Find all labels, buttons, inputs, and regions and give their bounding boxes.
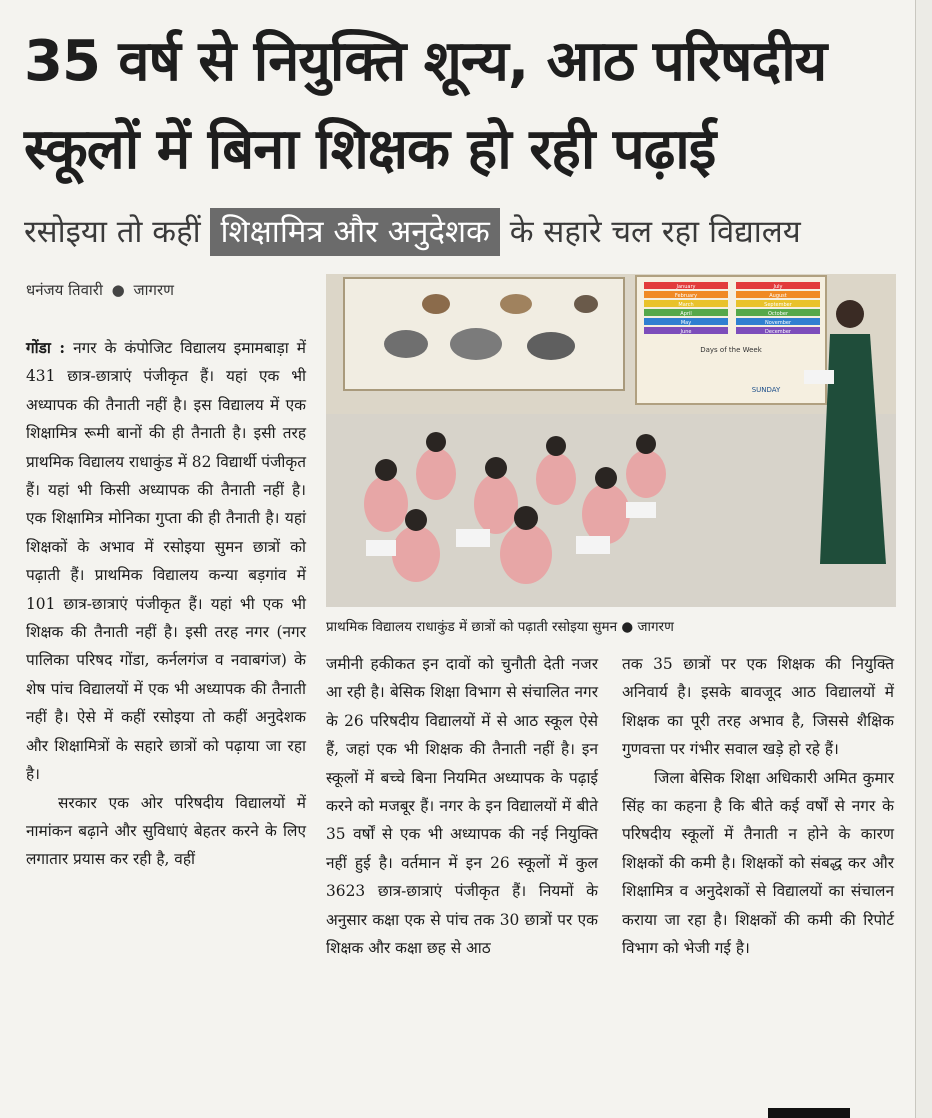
sunday-label: SUNDAY — [751, 386, 781, 394]
subheadline-after: के सहारे चल रहा विद्यालय — [509, 214, 801, 250]
paragraph-1-text: नगर के कंपोजिट विद्यालय इमामबाड़ा में 431 छात्र-छात्राएं पंजीकृत हैं। यहां एक भी अध्यापक की तैनाती नहीं है। इस विद्यालय में एक शिक्षामित्र रूमी बानों की ही तैनाती है। इसी तरह प्राथमिक विद्यालय राधाकुंड में 82 विद्यार्थी पंजीकृत हैं। यहां भी किसी अध्यापक की तैनाती नहीं है। एक शिक्षामित्र मोनिका गुप्ता की ही तैनाती है। यहां शिक्षकों के अभाव में रसोइया सुमन छात्रों को पढ़ाती हैं। प्राथमिक विद्यालय कन्या बड़गांव में 101 छात्र-छात्राएं पंजीकृत हैं। यहां भी एक भी शिक्षक की तैनाती नहीं है। इसी तरह नगर (नगर पालिका परिषद गोंडा, कर्नलगंज व नवाबगंज) के शेष पांच विद्यालयों में एक भी अध्यापक की तैनाती नहीं है। ऐसे में कहीं रसोइया तो कहीं अनुदेशक और शिक्षामित्रों के सहारे छात्रों को पढ़ाया जा रहा है। — [26, 339, 306, 784]
month-label: January — [676, 284, 696, 290]
subheadline-before: रसोइया तो कहीं — [24, 214, 201, 250]
dateline: गोंडा : — [26, 339, 66, 357]
byline-source: जागरण — [133, 281, 174, 299]
classroom-photo-illustration — [326, 274, 896, 607]
month-label: March — [678, 302, 694, 308]
page-corner-mark — [768, 1108, 850, 1118]
byline — [26, 280, 174, 300]
bullet-icon: ● — [621, 619, 634, 635]
article-photo — [326, 274, 896, 607]
article-paragraph-1 — [26, 334, 306, 789]
month-label: November — [764, 320, 792, 326]
month-label: February — [674, 293, 698, 299]
article-column-2 — [326, 650, 598, 962]
bullet-icon: ● — [111, 281, 125, 299]
month-label: May — [680, 320, 692, 326]
month-label: April — [680, 311, 692, 317]
days-sign: Days of the Week — [700, 346, 762, 354]
month-label: December — [765, 329, 791, 335]
month-label: September — [764, 302, 792, 308]
photo-caption — [326, 617, 896, 635]
caption-text: प्राथमिक विद्यालय राधाकुंड में छात्रों को पढ़ाती रसोइया सुमन — [326, 619, 618, 635]
article-column-1 — [26, 334, 306, 874]
byline-author: धनंजय तिवारी — [26, 281, 103, 299]
adjacent-column-edge — [915, 0, 932, 1118]
month-label: June — [680, 329, 692, 335]
caption-source: जागरण — [637, 619, 674, 635]
article-paragraph-2-start: सरकार एक ओर परिषदीय विद्यालयों में नामांकन बढ़ाने और सुविधाएं बेहतर करने के लिए लगातार प्रयास कर रही है, वहीं — [26, 793, 306, 869]
subheadline-highlight: शिक्षामित्र और अनुदेशक — [210, 208, 499, 256]
subheadline — [24, 206, 904, 268]
article-paragraph-2-end: तक 35 छात्रों पर एक शिक्षक की नियुक्ति अनिवार्य है। इसके बावजूद आठ विद्यालयों में शिक्षक का पूरी तरह अभाव है, जिससे शैक्षिक गुणवत्ता पर गंभीर सवाल खड़े हो रहे हैं। — [622, 655, 894, 759]
article-paragraph-2-middle: जमीनी हकीकत इन दावों को चुनौती देती नजर आ रही है। बेसिक शिक्षा विभाग से संचालित नगर के 26 परिषदीय विद्यालयों में से आठ स्कूल ऐसे हैं, जहां एक भी शिक्षक की तैनाती नहीं है। इन स्कूलों में बच्चे बिना नियमित अध्यापक के पढ़ाई करने को मजबूर हैं। नगर के इन विद्यालयों में बीते 35 वर्षों से एक भी अध्यापक की नई नियुक्ति नहीं हुई है। वर्तमान में इन 26 स्कूलों में कुल 3623 छात्र-छात्राएं पंजीकृत हैं। नियमों के अनुसार कक्षा एक से पांच तक 30 छात्रों पर एक शिक्षक और कक्षा छह से आठ — [326, 655, 598, 958]
article-paragraph-3: जिला बेसिक शिक्षा अधिकारी अमित कुमार सिंह का कहना है कि बीते कई वर्षों से नगर के परिषदीय स्कूलों में तैनाती न होने के कारण शिक्षकों की कमी है। शिक्षकों को संबद्ध कर और शिक्षामित्र व अनुदेशकों से विद्यालयों का संचालन कराया जा रहा है। शिक्षकों की कमी की रिपोर्ट विभाग को भेजी गई है। — [622, 768, 894, 958]
month-label: August — [769, 293, 787, 299]
article-column-3 — [622, 650, 894, 962]
headline: 35 वर्ष से नियुक्ति शून्य, आठ परिषदीय स्कूलों में बिना शिक्षक हो रही पढ़ाई — [24, 29, 827, 182]
month-label: July — [773, 284, 783, 290]
month-label: October — [767, 311, 789, 317]
